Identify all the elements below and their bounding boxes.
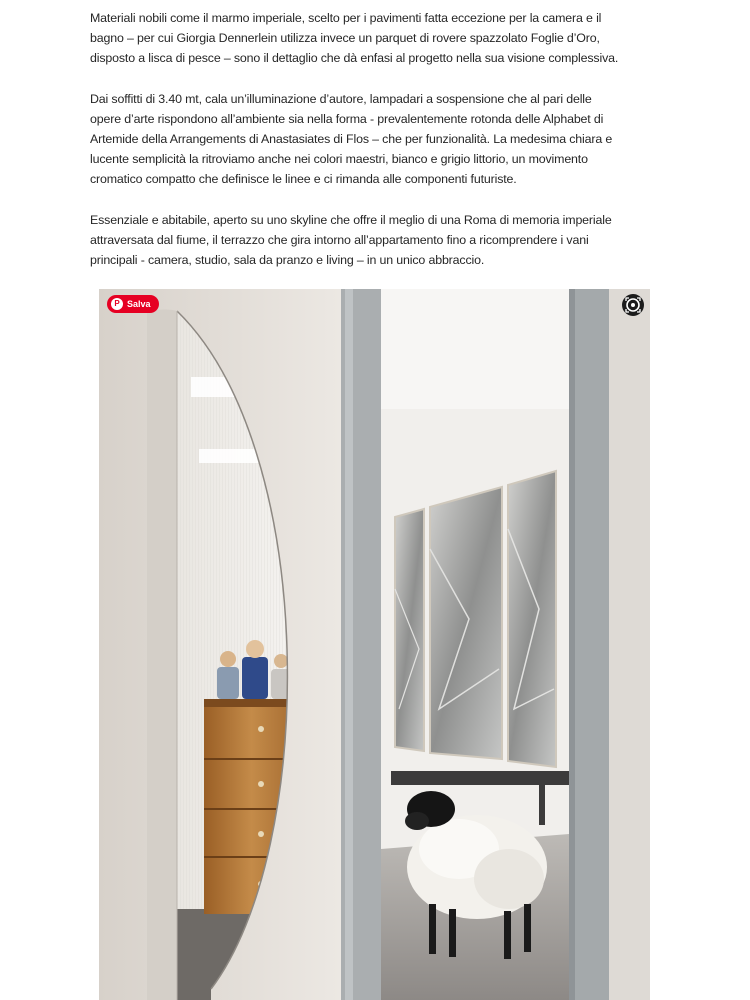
paragraph-line: principali - camera, studio, sala da pranzo e living – in un unico abbraccio. xyxy=(90,253,485,268)
paragraph-line: Dai soffitti di 3.40 mt, cala un’illuminazione d’autore, lampadari a sospensione che al pari delle xyxy=(90,91,592,106)
paragraph-line: opere d’arte rispondono all’ambiente sia nella forma - prevalentemente rotonda delle Alphabet di xyxy=(90,111,604,126)
pinterest-save-button[interactable] xyxy=(107,295,159,313)
paragraph-marble xyxy=(90,8,665,69)
paragraph-terrace xyxy=(90,210,665,271)
paragraph-lighting xyxy=(90,89,665,190)
art-panels xyxy=(395,471,556,767)
paragraph-line: Materiali nobili come il marmo imperiale, scelto per i pavimenti fatta eccezione per la camera e il xyxy=(90,11,602,25)
paragraph-line: attraversata dal fiume, il terrazzo che gira intorno all’appartamento fino a ricomprendere i vani xyxy=(90,232,589,247)
paragraph-line: Essenziale e abitabile, aperto su uno skyline che offre il meglio di una Roma di memoria imperiale xyxy=(90,212,612,227)
paragraph-line: cromatico compatto che definisce le linee e ci rimanda alle componenti futuriste. xyxy=(90,172,517,187)
pinterest-save-label: Salva xyxy=(127,299,151,309)
visual-search-icon xyxy=(622,294,644,316)
pinterest-icon: P xyxy=(111,298,123,310)
interior-photo xyxy=(99,289,650,1000)
visual-search-button[interactable] xyxy=(622,294,644,316)
paragraph-line: Artemide della Arrangements di Anastasiates di Flos – che per funzionalità. La medesima chiara e xyxy=(90,132,613,147)
article-body xyxy=(90,8,665,290)
paragraph-line: disposto a lisca di pesce – sono il dettaglio che dà enfasi al progetto nella sua visione complessiva. xyxy=(90,51,619,66)
paragraph-line: bagno – per cui Giorgia Dennerlein utilizza invece un parquet di rovere spazzolato Foglie d’Oro, xyxy=(90,31,600,46)
paragraph-line: lucente semplicità la ritroviamo anche nei colori maestri, bianco e grigio littorio, un movimento xyxy=(90,152,588,167)
interior-photo-illustration xyxy=(99,289,650,1000)
